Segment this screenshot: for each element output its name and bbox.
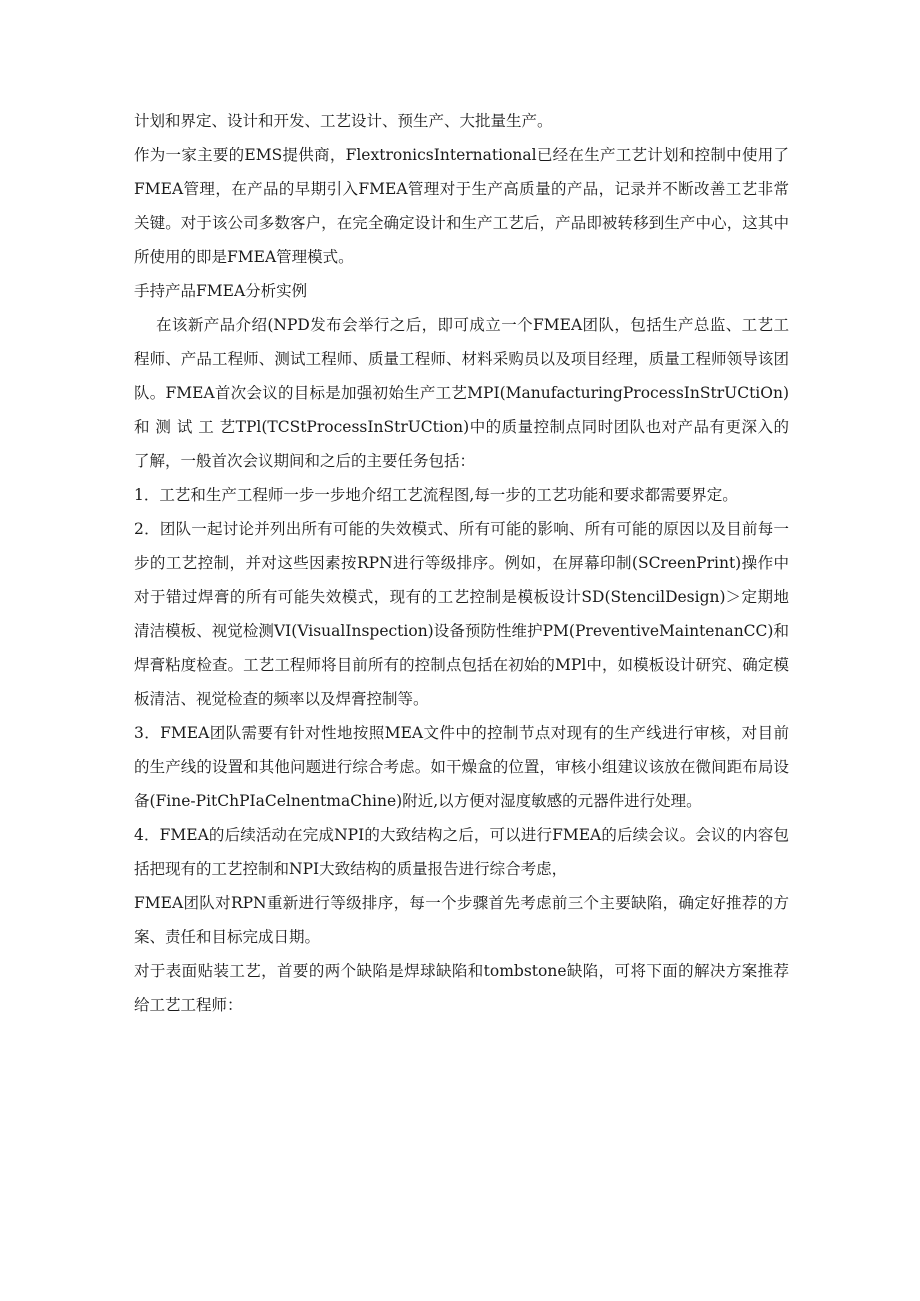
- paragraph-smt-defects: 对于表面贴装工艺，首要的两个缺陷是焊球缺陷和tombstone缺陷，可将下面的解决方案推荐给工艺工程师：: [134, 962, 789, 1014]
- list-item-2: 2．团队一起讨论并列出所有可能的失效模式、所有可能的影响、所有可能的原因以及目前每一步的工艺控制，并对这些因素按RPN进行等级排序。例如，在屏幕印制(SCreenPrint)操作中对于错过焊膏的所有可能失效模式，现有的工艺控制是模板设计SD(StencilDesign)＞定期地清洁模板、视觉检测VI(VisualInspection)设备预防性维护PM(PreventiveMaintenanCC)和焊膏粘度检查。工艺工程师将目前所有的控制点包括在初始的MPl中，如模板设计研究、确定模板清洁、视觉检查的频率以及焊膏控制等。: [134, 520, 789, 708]
- document-body: [134, 104, 789, 1022]
- paragraph-fmea-team: 在该新产品介绍(NPD发布会举行之后，即可成立一个FMEA团队，包括生产总监、工艺工程师、产品工程师、测试工程师、质量工程师、材料采购员以及项目经理，质量工程师领导该团队。FMEA首次会议的目标是加强初始生产工艺MPI(ManufacturingProcessInStrUCtiOn) 和 测 试 工 艺TPl(TCStProcessInStrUCtion)中的质量控制点同时团队也对产品有更深入的了解，一般首次会议期间和之后的主要任务包括：: [134, 316, 789, 470]
- paragraph-rpn-ranking: FMEA团队对RPN重新进行等级排序，每一个步骤首先考虑前三个主要缺陷，确定好推荐的方案、责任和目标完成日期。: [134, 894, 789, 946]
- section-heading-handheld-fmea: 手持产品FMEA分析实例: [134, 282, 308, 300]
- paragraph-flextronics-intro: 作为一家主要的EMS提供商，FlextronicsInternational已经在生产工艺计划和控制中使用了FMEA管理，在产品的早期引入FMEA管理对于生产高质量的产品，记录并不断改善工艺非常关键。对于该公司多数客户，在完全确定设计和生产工艺后，产品即被转移到生产中心，这其中所使用的即是FMEA管理模式。: [134, 146, 789, 266]
- paragraph-lifecycle-stages: 计划和界定、设计和开发、工艺设计、预生产、大批量生产。: [134, 112, 553, 130]
- list-item-3: 3．FMEA团队需要有针对性地按照MEA文件中的控制节点对现有的生产线进行审核，对目前的生产线的设置和其他问题进行综合考虑。如干燥盒的位置，审核小组建议该放在微间距布局设备(Fine-PitChPIaCelnentmaChine)附近,以方便对湿度敏感的元器件进行处理。: [134, 724, 789, 810]
- list-item-1: 1．工艺和生产工程师一步一步地介绍工艺流程图,每一步的工艺功能和要求都需要界定。: [134, 486, 738, 504]
- list-item-4: 4．FMEA的后续活动在完成NPI的大致结构之后，可以进行FMEA的后续会议。会议的内容包括把现有的工艺控制和NPI大致结构的质量报告进行综合考虑，: [134, 826, 789, 878]
